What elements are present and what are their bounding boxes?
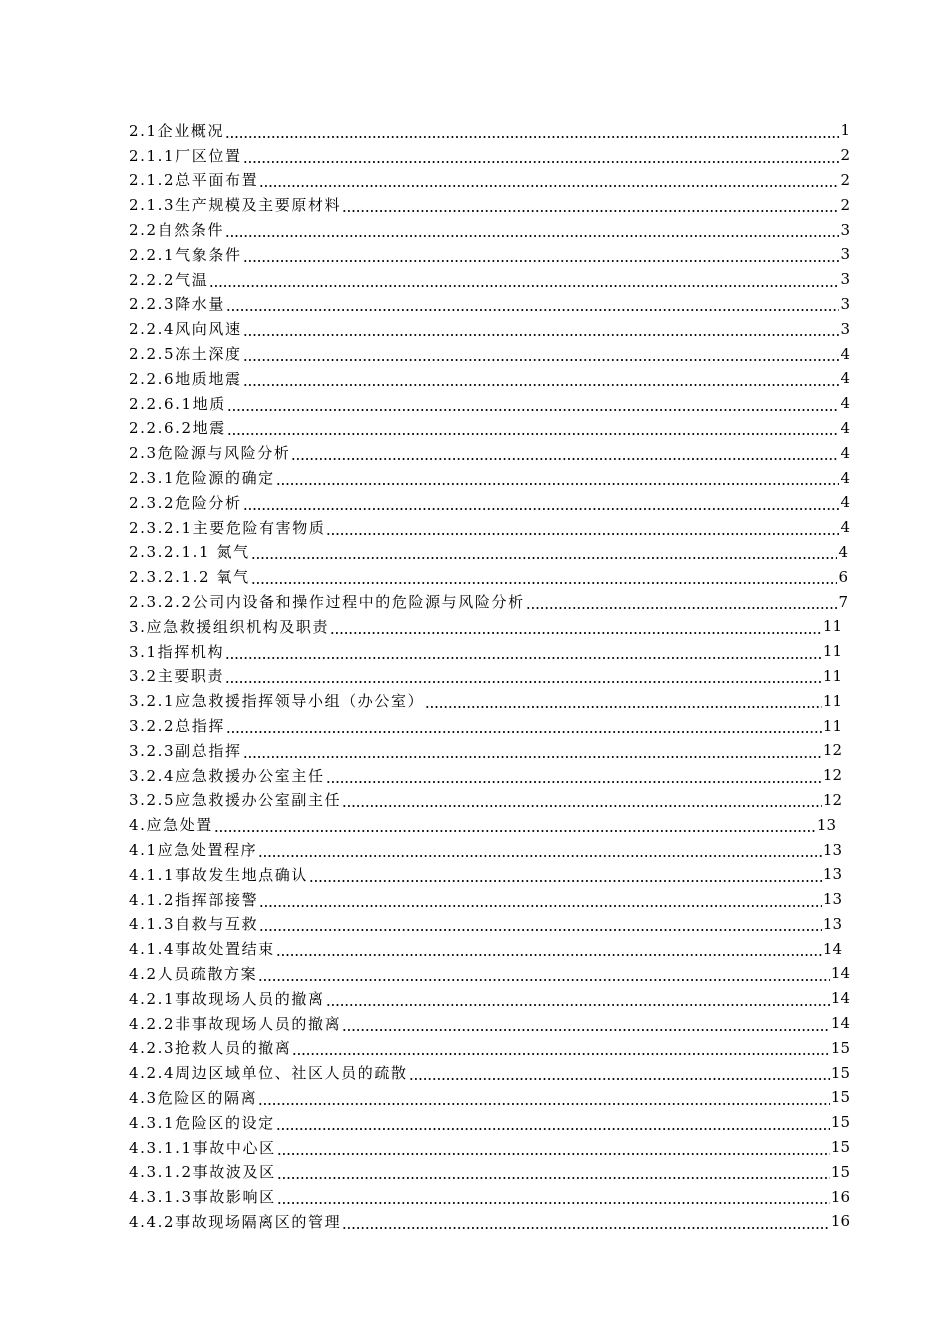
toc-entry-page-number: 16 [830,1212,850,1231]
toc-entry-page-number: 12 [822,790,842,809]
toc-entry-page-number: 15 [830,1063,850,1082]
toc-entry-title: 4.4.2事故现场隔离区的管理 [129,1212,342,1231]
toc-entry-page-number: 2 [840,195,850,214]
toc-entry-title: 2.1企业概况 [129,121,225,140]
toc-entry[interactable] [0,1184,850,1209]
toc-entry-page-number: 4 [838,542,848,561]
toc-entry[interactable] [0,961,850,986]
toc-entry[interactable] [0,1060,850,1085]
toc-entry[interactable] [0,1159,850,1184]
toc-entry[interactable] [0,664,842,689]
toc-entry[interactable] [0,366,850,391]
toc-entry-page-number: 14 [830,989,850,1008]
dot-leader [226,719,822,734]
toc-entry-page-number: 3 [840,220,850,239]
dot-leader [291,446,839,461]
dot-leader [227,397,840,412]
toc-entry-page-number: 13 [822,840,842,859]
toc-entry-title: 2.1.2总平面布置 [129,171,259,190]
toc-entry[interactable] [0,887,842,912]
toc-entry[interactable] [0,192,850,217]
toc-entry-page-number: 4 [840,468,850,487]
dot-leader [276,942,822,957]
toc-entry-title: 4.2人员疏散方案 [129,964,258,983]
toc-entry-page-number: 4 [840,493,850,512]
toc-entry[interactable] [0,639,842,664]
dot-leader [251,570,838,585]
dot-leader [425,694,822,709]
toc-entry-page-number: 4 [840,369,850,388]
dot-leader [243,372,840,387]
toc-entry-title: 4.3.1.2事故波及区 [129,1163,276,1182]
toc-entry-page-number: 2 [840,170,850,189]
toc-entry-title: 2.2.2气温 [129,270,209,289]
dot-leader [309,868,822,883]
dot-leader [326,521,839,536]
toc-entry[interactable] [0,391,850,416]
toc-entry-page-number: 15 [830,1138,850,1157]
dot-leader [326,992,830,1007]
toc-entry-title: 2.3.2危险分析 [129,493,242,512]
toc-entry-page-number: 1 [840,121,850,140]
toc-entry-page-number: 13 [822,890,842,909]
toc-entry[interactable] [0,515,850,540]
dot-leader [225,223,839,238]
toc-entry[interactable] [0,490,850,515]
dot-leader [225,669,822,684]
toc-entry[interactable] [0,812,836,837]
toc-entry-page-number: 11 [822,617,842,636]
toc-entry-title: 4.应急处置 [129,816,213,835]
toc-entry-page-number: 13 [816,815,836,834]
toc-entry-page-number: 3 [840,294,850,313]
toc-entry-title: 4.2.3抢救人员的撤离 [129,1039,292,1058]
toc-entry[interactable] [0,1035,850,1060]
toc-entry-title: 2.3.2.1.1 氮气 [129,543,250,562]
toc-entry-page-number: 14 [822,939,842,958]
toc-entry-page-number: 7 [838,592,848,611]
dot-leader [251,545,838,560]
toc-entry[interactable] [0,217,850,242]
toc-entry-title: 4.1应急处置程序 [129,841,258,859]
toc-entry[interactable] [0,788,842,813]
toc-entry-page-number: 4 [840,518,850,537]
toc-entry-page-number: 11 [822,716,842,735]
toc-entry[interactable] [0,986,850,1011]
toc-entry-page-number: 14 [830,964,850,983]
toc-entry-title: 3.2.5应急救援办公室副主任 [129,791,342,810]
dot-leader [225,645,822,660]
toc-entry[interactable] [0,1110,850,1135]
dot-leader [342,198,839,213]
dot-leader [209,273,839,288]
dot-leader [259,893,822,908]
toc-entry[interactable] [0,936,842,961]
toc-entry-title: 4.2.4周边区域单位、社区人员的疏散 [129,1064,408,1083]
dot-leader [342,1017,830,1032]
dot-leader [243,248,840,263]
toc-entry-title: 4.3.1.3事故影响区 [129,1188,276,1207]
dot-leader [214,818,816,833]
toc-entry-title: 3.2.4应急救援办公室主任 [129,766,325,785]
toc-entry[interactable] [0,589,848,614]
dot-leader [342,1215,830,1230]
toc-entry-title: 2.3.2.2公司内设备和操作过程中的危险源与风险分析 [129,593,525,612]
toc-entry-page-number: 4 [840,394,850,413]
dot-leader [258,843,822,858]
toc-entry[interactable] [0,738,842,763]
toc-entry-title: 4.2.1事故现场人员的撤离 [129,989,325,1008]
toc-entry-title: 4.3.1危险区的设定 [129,1113,275,1132]
toc-entry-page-number: 13 [822,914,842,933]
toc-entry-title: 4.1.2指挥部接警 [129,890,259,909]
toc-entry-title: 3.2.3副总指挥 [129,741,242,760]
toc-entry[interactable] [0,614,842,639]
toc-entry-title: 2.2.5冻土深度 [129,345,242,364]
toc-entry[interactable] [0,316,850,341]
dot-leader [226,297,839,312]
dot-leader [409,1066,830,1081]
toc-entry-title: 2.3.2.1主要危险有害物质 [129,518,326,537]
toc-entry-page-number: 13 [822,865,842,884]
dot-leader [243,496,840,511]
toc-entry-title: 3.1指挥机构 [129,642,225,661]
toc-entry-title: 2.2.6.2地震 [129,419,226,438]
toc-entry-title: 2.1.1厂区位置 [129,146,242,165]
toc-entry[interactable] [0,465,850,490]
toc-entry-title: 4.3.1.1事故中心区 [129,1138,276,1157]
toc-entry-title: 4.2.2非事故现场人员的撤离 [129,1014,342,1033]
dot-leader [277,1141,830,1156]
toc-entry[interactable] [0,1209,850,1234]
dot-leader [243,347,840,362]
toc-entry-title: 3.2.2总指挥 [129,717,225,736]
dot-leader [342,793,822,808]
toc-entry-page-number: 15 [830,1088,850,1107]
toc-entry[interactable] [0,267,850,292]
toc-entry-page-number: 14 [830,1014,850,1033]
toc-entry[interactable] [0,242,850,267]
toc-entry[interactable] [0,118,850,143]
toc-entry[interactable] [0,564,848,589]
dot-leader [259,173,839,188]
toc-entry-title: 2.1.3生产规模及主要原材料 [129,196,342,215]
table-of-contents [0,118,950,1234]
toc-entry-title: 2.3.1危险源的确定 [129,469,275,488]
dot-leader [277,1165,830,1180]
dot-leader [526,595,838,610]
toc-entry[interactable] [0,688,842,713]
toc-entry[interactable] [0,540,848,565]
toc-entry-page-number: 12 [822,766,842,785]
toc-entry-title: 2.3.2.1.2 氧气 [129,568,250,587]
toc-entry-title: 2.2自然条件 [129,221,225,240]
dot-leader [326,769,822,784]
dot-leader [225,124,839,139]
toc-entry[interactable] [0,143,850,168]
toc-entry[interactable] [0,763,842,788]
toc-entry-page-number: 15 [830,1162,850,1181]
toc-entry[interactable] [0,912,842,937]
toc-entry-page-number: 3 [840,319,850,338]
toc-entry-page-number: 6 [838,567,848,586]
toc-entry-page-number: 15 [830,1038,850,1057]
dot-leader [292,1041,830,1056]
dot-leader [227,421,840,436]
toc-entry[interactable] [0,292,850,317]
toc-entry-title: 2.2.6.1地质 [129,394,226,413]
toc-entry-page-number: 11 [822,691,842,710]
toc-entry-page-number: 4 [840,344,850,363]
toc-entry-title: 3.2.1应急救援指挥领导小组（办公室） [129,692,425,711]
toc-entry-title: 2.2.1气象条件 [129,245,242,264]
toc-entry[interactable] [0,837,842,862]
dot-leader [258,967,830,982]
toc-entry-page-number: 3 [840,270,850,289]
toc-entry-page-number: 4 [840,418,850,437]
toc-entry[interactable] [0,1085,850,1110]
toc-entry-title: 2.3危险源与风险分析 [129,444,291,463]
toc-entry-title: 3.应急救援组织机构及职责 [129,617,330,636]
toc-entry-title: 4.1.3自救与互救 [129,915,259,934]
toc-entry[interactable] [0,1135,850,1160]
toc-entry[interactable] [0,1011,850,1036]
toc-entry-title: 4.1.4事故处置结束 [129,940,275,959]
toc-entry-page-number: 3 [840,245,850,264]
dot-leader [243,744,822,759]
toc-entry-title: 2.2.6地质地震 [129,369,242,388]
dot-leader [277,1190,830,1205]
toc-entry-title: 3.2主要职责 [129,667,225,686]
toc-entry-page-number: 11 [822,642,842,661]
toc-entry[interactable] [0,713,842,738]
toc-entry[interactable] [0,416,850,441]
toc-entry-title: 2.2.3降水量 [129,295,225,314]
toc-entry[interactable] [0,168,850,193]
toc-entry[interactable] [0,440,850,465]
toc-entry[interactable] [0,862,842,887]
toc-entry-page-number: 16 [830,1187,850,1206]
toc-entry-page-number: 11 [822,666,842,685]
toc-entry-page-number: 15 [830,1113,850,1132]
dot-leader [243,322,840,337]
toc-entry-title: 4.1.1事故发生地点确认 [129,865,308,884]
toc-entry-page-number: 4 [840,443,850,462]
toc-entry-page-number: 2 [840,146,850,165]
dot-leader [243,149,840,164]
dot-leader [330,620,822,635]
toc-entry[interactable] [0,341,850,366]
toc-entry-page-number: 12 [822,741,842,760]
toc-entry-title: 4.3危险区的隔离 [129,1088,258,1107]
dot-leader [276,1116,830,1131]
dot-leader [259,917,822,932]
toc-entry-title: 2.2.4风向风速 [129,320,242,339]
dot-leader [258,1091,830,1106]
dot-leader [276,471,840,486]
